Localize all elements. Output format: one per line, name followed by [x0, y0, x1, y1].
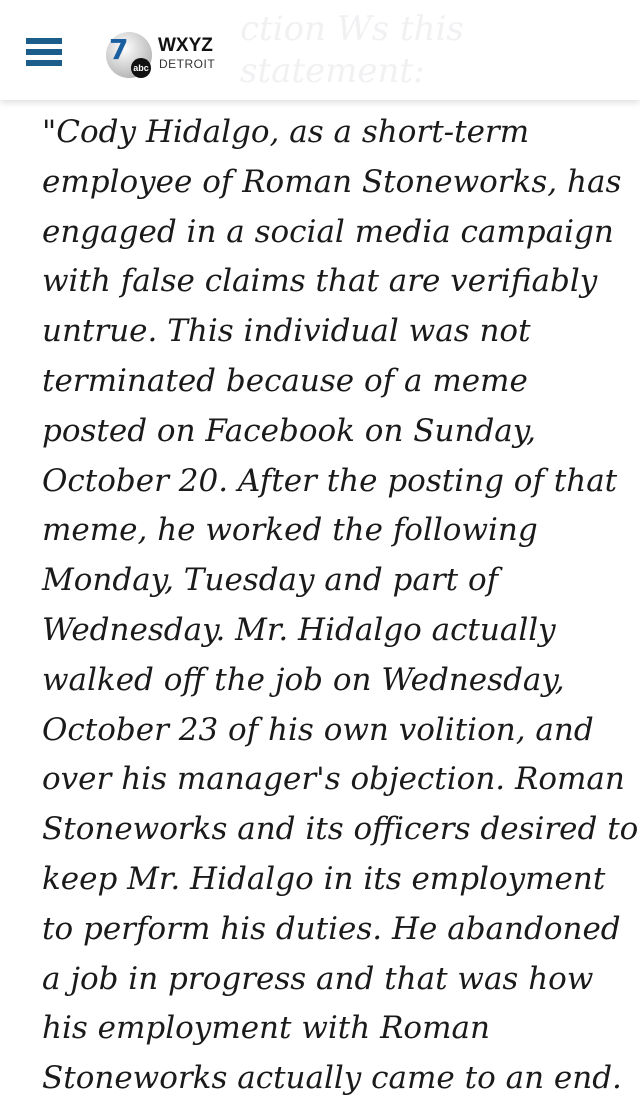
quote-line: meme, he worked the following	[42, 512, 538, 549]
logo-call-letters: WXYZ	[158, 35, 213, 56]
quote-line: his employment with Roman	[42, 1010, 490, 1047]
quote-line: October 23 of his own volition, and	[42, 711, 594, 748]
quote-line: employee of Roman Stoneworks, has	[42, 163, 622, 200]
quote-line: posted on Facebook on Sunday,	[42, 412, 537, 449]
ghost-text: ction Ws this statement:	[240, 9, 464, 91]
logo-channel: 7	[109, 33, 129, 66]
quote-line: walked off the job on Wednesday,	[42, 661, 565, 698]
quote-line: Stoneworks and its officers desired to	[42, 811, 639, 848]
hamburger-menu-icon[interactable]	[26, 38, 62, 68]
quote-line: over his manager's objection. Roman	[42, 761, 625, 798]
quote-line: a job in progress and that was how	[42, 960, 594, 997]
quote-line: with false claims that are verifiably	[42, 263, 598, 300]
quote-line: Monday, Tuesday and part of	[42, 562, 499, 599]
abc-logo-icon: abc	[131, 58, 151, 78]
wxyz-logo[interactable]	[106, 32, 226, 80]
ghost-text-top	[40, 0, 520, 8]
quote-line: keep Mr. Hidalgo in its employment	[42, 860, 606, 897]
quote-line: to perform his duties. He abandoned	[42, 910, 621, 947]
site-header	[0, 0, 640, 100]
quote-line: Wednesday. Mr. Hidalgo actually	[42, 611, 556, 648]
quote-line: Stoneworks actually came to an end.	[42, 1060, 622, 1097]
article-quote	[42, 108, 639, 1104]
quote-line: "Cody Hidalgo, as a short-term	[42, 114, 530, 150]
quote-line: engaged in a social media campaign	[42, 213, 614, 250]
quote-line: October 20. After the posting of that	[42, 462, 618, 499]
quote-line: terminated because of a meme	[42, 362, 528, 399]
logo-city: DETROIT	[159, 57, 216, 71]
quote-line: untrue. This individual was not	[42, 313, 531, 350]
